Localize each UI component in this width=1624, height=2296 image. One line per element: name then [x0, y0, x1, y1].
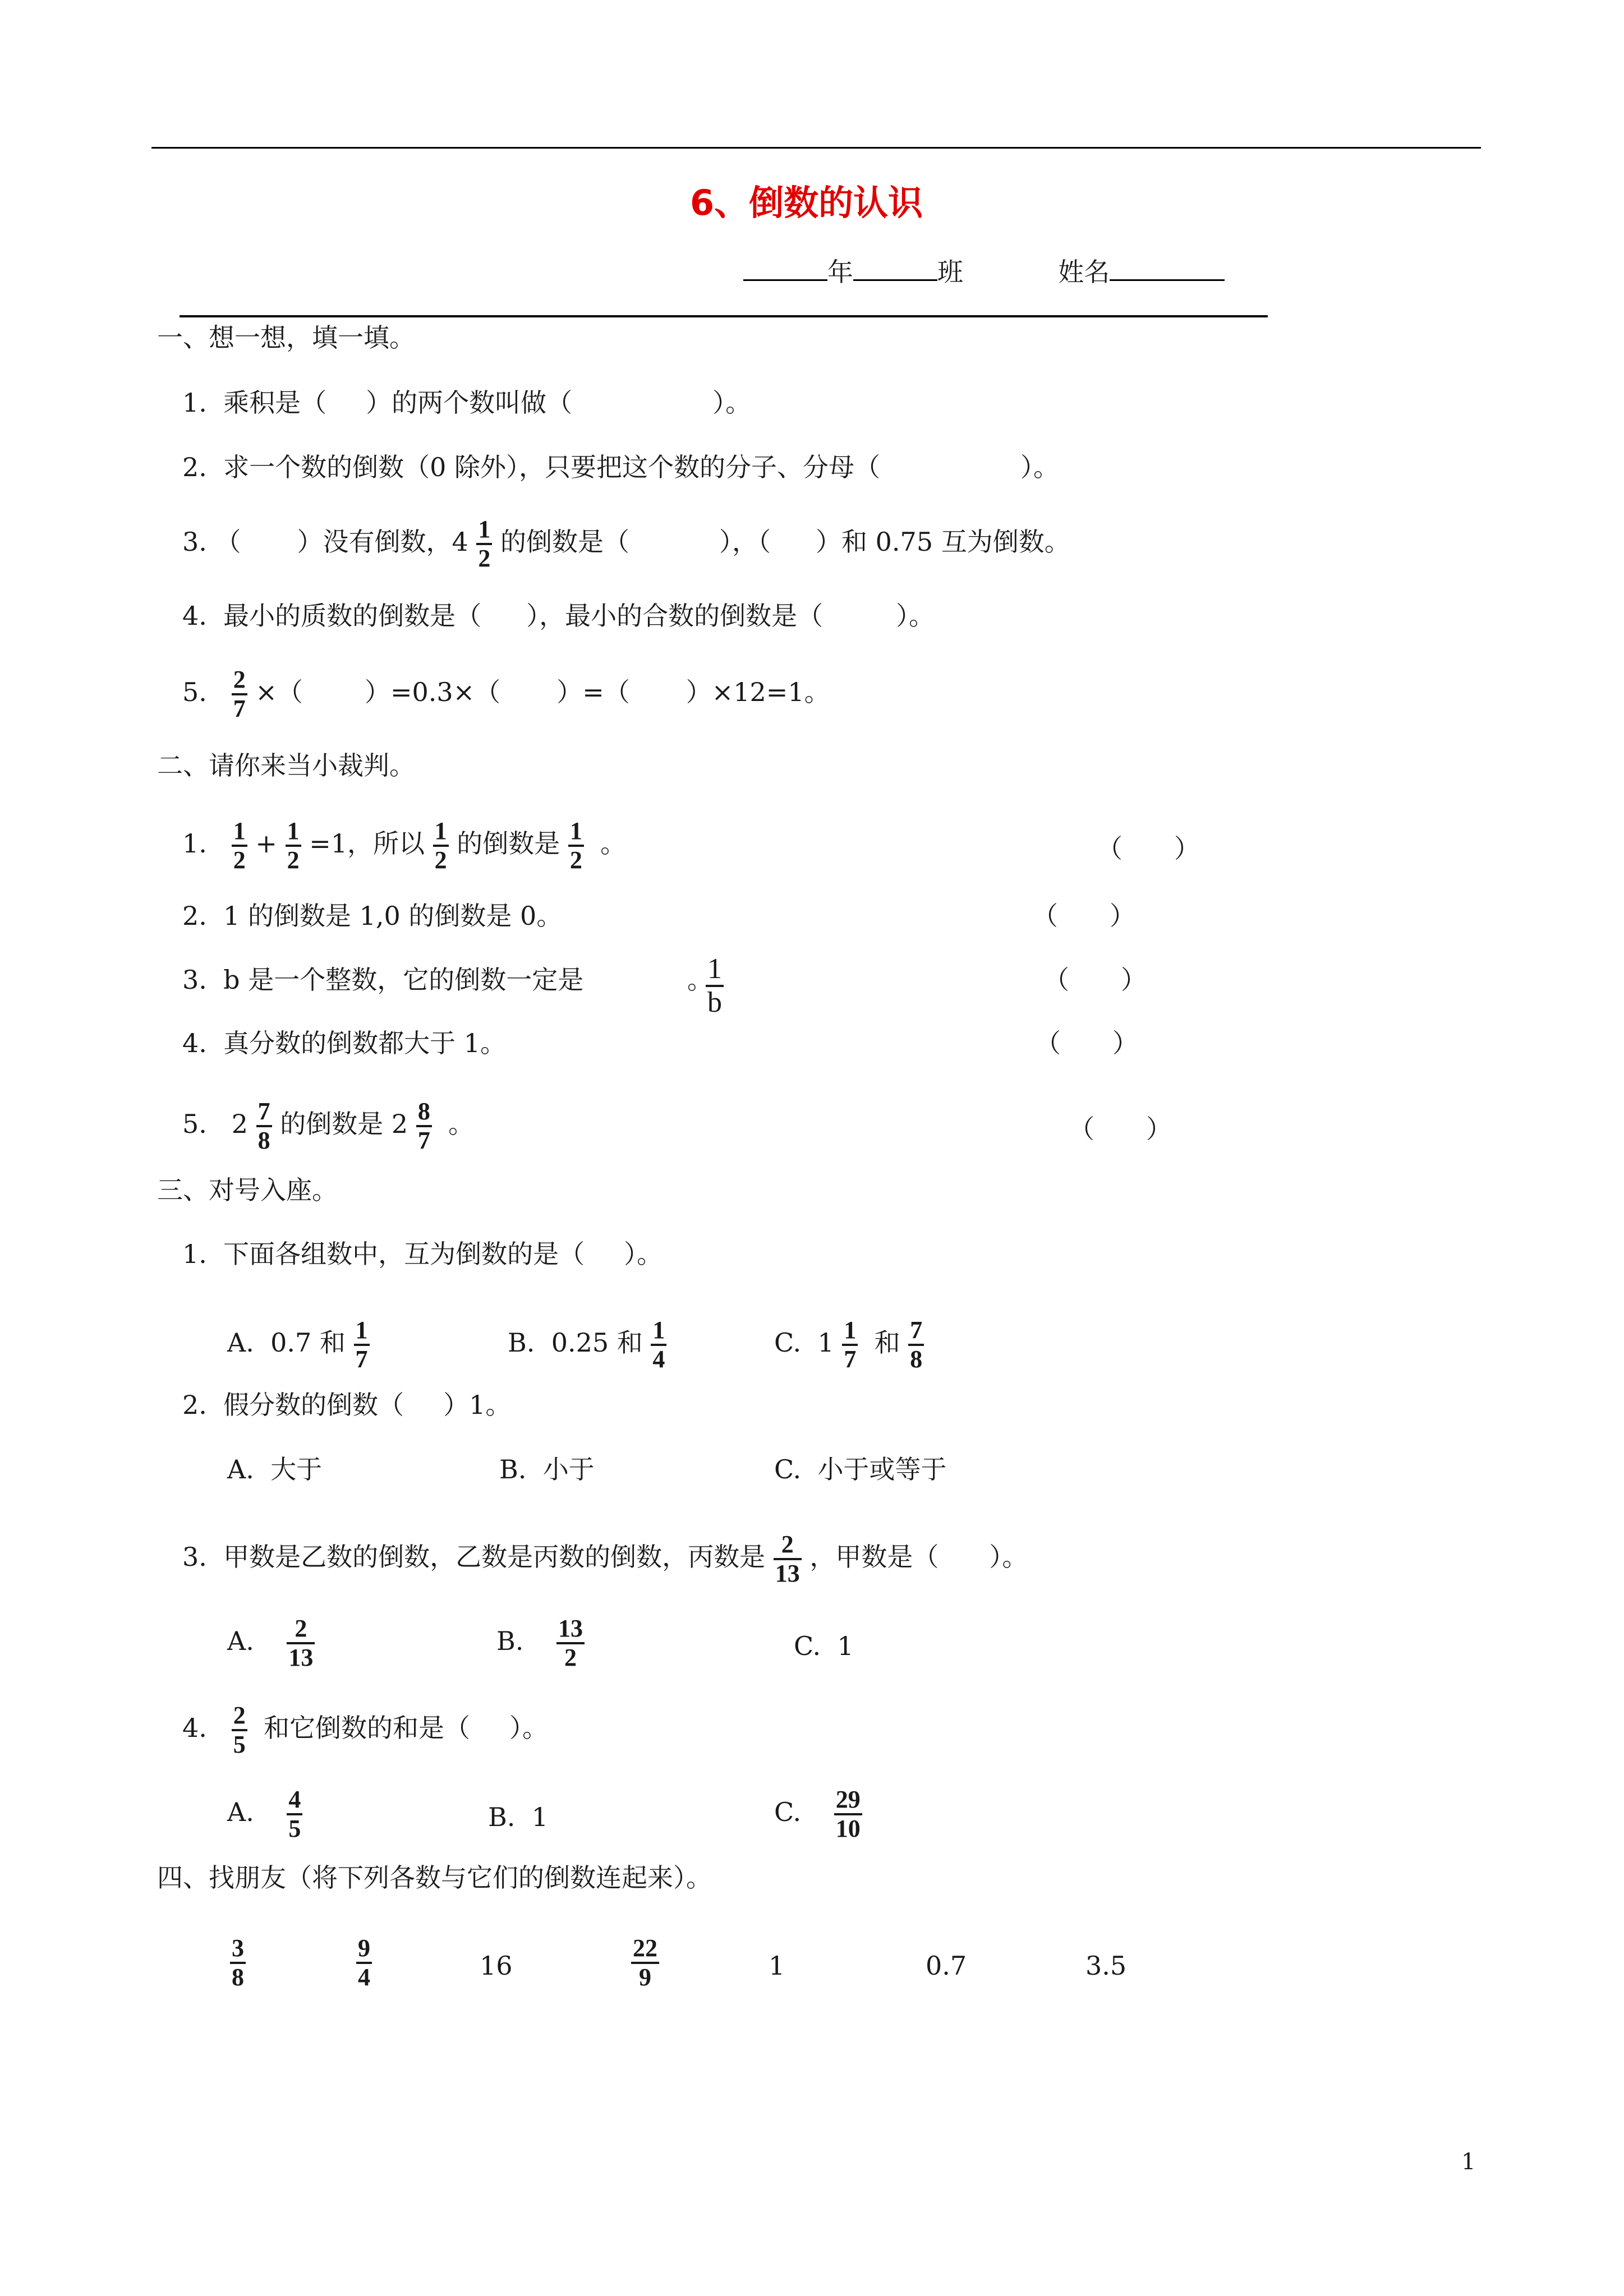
s3-q4-option-c[interactable]: C. $\frac{29}{10}$: [774, 1786, 862, 1842]
s2-question-5: 5. 2 $\frac{7}{8}$ 的倒数是 2 $\frac{8}{7}$ 。: [182, 1098, 475, 1154]
s3-q2-option-c[interactable]: C. 小于或等于: [774, 1454, 947, 1484]
s3-q1-option-a[interactable]: A. 0.7 和 $\frac{1}{7}$: [227, 1317, 370, 1373]
s3-q3-option-a[interactable]: A. $\frac{2}{13}$: [227, 1615, 315, 1671]
s4-item-3[interactable]: 16: [480, 1951, 513, 1981]
page-title: 6、倒数的认识: [690, 182, 923, 223]
s4-item-7[interactable]: 3.5: [1085, 1951, 1127, 1981]
s3-q1-option-b[interactable]: B. 0.25 和 $\frac{1}{4}$: [508, 1317, 666, 1373]
s4-item-1[interactable]: $\frac{3}{8}$: [230, 1935, 246, 1991]
grade-blank[interactable]: [743, 257, 827, 281]
s3-question-3: 3. 甲数是乙数的倒数，乙数是丙数的倒数，丙数是 $\frac{2}{13}$ ，甲数是（ ）。: [182, 1530, 1028, 1587]
s1-question-5: 5. $\frac{2}{7}$ ×（ ）=0.3×（ ）=（ ）×12=1。: [182, 666, 830, 722]
s3-q2-option-a[interactable]: A. 大于: [227, 1454, 323, 1484]
s4-item-2[interactable]: $\frac{9}{4}$: [356, 1935, 372, 1991]
s3-q4-option-a[interactable]: A. $\frac{4}{5}$: [227, 1786, 302, 1842]
fraction: $\frac{1}{2}$: [568, 818, 584, 874]
fraction: $\frac{1}{2}$: [433, 818, 449, 874]
section-3-heading: 三、对号入座。: [157, 1175, 338, 1205]
grade-label: 年: [827, 257, 853, 287]
s1-question-3: 3. （ ）没有倒数，4 $\frac{1}{2}$ 的倒数是（ ），（ ）和 0.75 互为倒数。: [182, 515, 1070, 572]
student-info-line: [743, 255, 1225, 289]
s3-q4-option-b[interactable]: B. 1: [488, 1802, 548, 1832]
name-blank[interactable]: [1110, 257, 1225, 281]
s3-question-1: 1. 下面各组数中，互为倒数的是（ ）。: [182, 1239, 663, 1269]
s3-question-4: 4. $\frac{2}{5}$ 和它倒数的和是（ ）。: [182, 1702, 549, 1758]
s3-question-2: 2. 假分数的倒数（ ）1。: [182, 1390, 512, 1420]
s1-question-1: 1. 乘积是（ ）的两个数叫做（ ）。: [182, 388, 752, 418]
s2-question-1: 1. $\frac{1}{2}$ + $\frac{1}{2}$ =1，所以 $\frac{1}{2}$ 的倒数是 $\frac{1}{2}$ 。: [182, 817, 627, 874]
fraction: $\frac{1}{2}$: [476, 516, 492, 572]
s3-q3-option-b[interactable]: B. $\frac{13}{2}$: [496, 1615, 585, 1671]
s2-answer-paren-2[interactable]: （ ）: [1032, 901, 1135, 931]
s2-answer-paren-1[interactable]: （ ）: [1097, 833, 1200, 864]
s2-answer-paren-5[interactable]: （ ）: [1069, 1114, 1172, 1144]
section-1-heading: 一、想一想，填一填。: [157, 322, 415, 353]
s2-question-3: 3. b 是一个整数，它的倒数一定是: [182, 965, 584, 995]
fraction: $\frac{2}{7}$: [232, 666, 247, 722]
page-number: 1: [1461, 2149, 1476, 2175]
s1-question-2: 2. 求一个数的倒数（0 除外），只要把这个数的分子、分母（ ）。: [182, 452, 1060, 482]
header-rule: [180, 315, 1268, 317]
s2-question-4: 4. 真分数的倒数都大于 1。: [182, 1028, 507, 1058]
fraction: $\frac{1}{2}$: [286, 818, 301, 874]
top-rule: [151, 147, 1481, 149]
class-blank[interactable]: [853, 257, 937, 281]
s4-item-4[interactable]: $\frac{22}{9}$: [631, 1935, 659, 1991]
s3-q1-option-c[interactable]: C. 1 $\frac{1}{7}$ 和 $\frac{7}{8}$: [774, 1317, 924, 1373]
fraction: $\frac{1}{2}$: [232, 818, 247, 874]
s4-item-5[interactable]: 1: [769, 1951, 785, 1981]
section-2-heading: 二、请你来当小裁判。: [157, 750, 415, 781]
s3-q2-option-b[interactable]: B. 小于: [499, 1454, 595, 1484]
s2-question-2: 2. 1 的倒数是 1,0 的倒数是 0。: [182, 901, 563, 931]
s2-q3-dot: 。: [687, 965, 713, 995]
class-label: 班: [937, 257, 963, 287]
s4-item-6[interactable]: 0.7: [926, 1951, 967, 1981]
section-4-heading: 四、找朋友（将下列各数与它们的倒数连起来）。: [157, 1862, 712, 1893]
s1-question-4: 4. 最小的质数的倒数是（ ），最小的合数的倒数是（ ）。: [182, 601, 935, 631]
name-label: 姓名: [1058, 257, 1110, 287]
s3-q3-option-c[interactable]: C. 1: [794, 1631, 854, 1661]
s2-answer-paren-3[interactable]: （ ）: [1043, 965, 1147, 995]
fraction: $\frac{8}{7}$: [416, 1098, 432, 1154]
s2-q3-fraction: $\frac{1}{b}$: [706, 953, 724, 1018]
fraction: $\frac{7}{8}$: [256, 1098, 272, 1154]
s2-answer-paren-4[interactable]: （ ）: [1035, 1028, 1138, 1058]
